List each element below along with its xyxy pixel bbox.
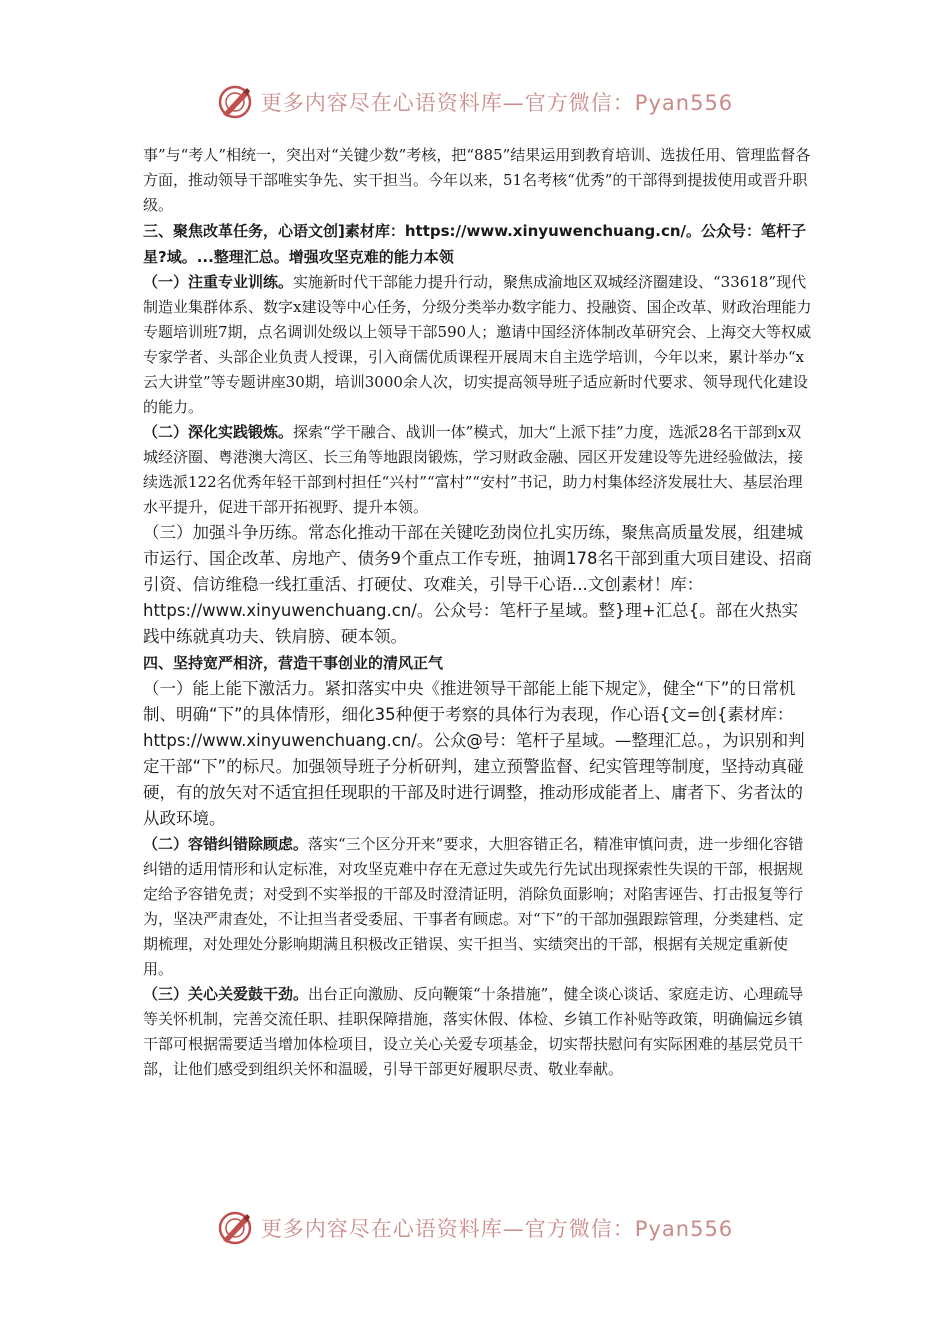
paragraph-text: 落实“三个区分开来”要求，大胆容错正名，精准审慎问责，进一步细化容错纠错的适用情形和认定标准，对攻坚克难中存在无意过失或先行先试出现探索性失误的干部，根据规定给予容错免责；对受到不实举报的干部及时澄清证明，消除负面影响；对陷害诬告、打击报复等行为，坚决严肃查处，不让担当者受委屈、干事者有顾虑。对“下”的干部加强跟踪管理，分类建档、定期梳理，对处理处分影响期满且积极改正错误、实干担当、实绩突出的干部，根据有关规定重新使用。: [143, 835, 804, 978]
pen-logo-icon: [217, 1210, 253, 1246]
pen-logo-icon: [217, 84, 253, 120]
document-body: [143, 143, 813, 1082]
section-heading: 三、聚焦改革任务，心语文创]素材库：https://www.xinyuwenchuang.cn/。公众号：笔杆子星?域。...整理汇总。增强攻坚克难的能力本领: [143, 222, 807, 266]
paragraph: 事”与“考人”相统一，突出对“关键少数”考核，把“885”结果运用到教育培训、选拔任用、管理监督各方面，推动领导干部唯实争先、实干担当。今年以来，51名考核“优秀”的干部得到提拔使用或晋升职级。: [143, 146, 811, 214]
footer-banner: [0, 1208, 950, 1248]
subheading: （三）关心关爱鼓干劲。: [143, 985, 309, 1003]
subheading: （二）容错纠错除顾虑。: [143, 835, 309, 853]
subheading: （二）深化实践锻炼。: [143, 423, 294, 441]
paragraph: （三）加强斗争历练。常态化推动干部在关键吃劲岗位扎实历练，聚焦高质量发展，组建城市运行、国企改革、房地产、债务9个重点工作专班，抽调178名干部到重大项目建设、招商引资、信访维稳一线扛重活、打硬仗、攻难关，引导干心语...文创素材！库：https://www.xinyuwenchuang.cn/。公众号：笔杆子星域。整}理+汇总{。部在火热实践中练就真功夫、铁肩膀、硬本领。: [143, 523, 812, 646]
paragraph-text: 出台正向激励、反向鞭策“十条措施”，健全谈心谈话、家庭走访、心理疏导等关怀机制，完善交流任职、挂职保障措施，落实休假、体检、乡镇工作补贴等政策，明确偏远乡镇干部可根据需要适当增加体检项目，设立关心关爱专项基金，切实帮扶慰问有实际困难的基层党员干部，让他们感受到组织关怀和温暖，引导干部更好履职尽责、敬业奉献。: [143, 985, 804, 1078]
banner-text: 更多内容尽在心语资料库—官方微信：Pyan556: [260, 91, 734, 115]
paragraph: [143, 270, 813, 420]
paragraph: [143, 420, 813, 520]
paragraph: （一）能上能下激活力。紧扣落实中央《推进领导干部能上能下规定》，健全“下”的日常机制、明确“下”的具体情形，细化35种便于考察的具体行为表现，作心语{文=创{素材库：https://www.xinyuwenchuang.cn/。公众@号：笔杆子星域。—整理汇总。，为识别和判定干部“下”的标尺。加强领导班子分析研判，建立预警监督、纪实管理等制度，坚持动真碰硬，有的放矢对不适宜担任现职的干部及时进行调整，推动形成能者上、庸者下、劣者汰的从政环境。: [143, 679, 805, 828]
paragraph-text: 实施新时代干部能力提升行动，聚焦成渝地区双城经济圈建设、“33618”现代制造业集群体系、数字x建设等中心任务，分级分类举办数字能力、投融资、国企改革、财政治理能力专题培训班7期，点名调训处级以上领导干部590人；邀请中国经济体制改革研究会、上海交大等权威专家学者、头部企业负责人授课，引入商儒优质课程开展周末自主选学培训，今年以来，累计举办“x云大讲堂”等专题讲座30期，培训3000余人次，切实提高领导班子适应新时代要求、领导现代化建设的能力。: [143, 273, 812, 416]
banner-text: 更多内容尽在心语资料库—官方微信：Pyan556: [260, 1217, 734, 1241]
section-heading: 四、坚持宽严相济，营造干事创业的清风正气: [143, 654, 444, 672]
subheading: （一）注重专业训练。: [143, 273, 294, 291]
paragraph: [143, 832, 813, 982]
paragraph: [143, 982, 813, 1082]
paragraph-text: 探索“学干融合、战训一体”模式，加大“上派下挂”力度，选派28名干部到x双城经济圈、粤港澳大湾区、长三角等地跟岗锻炼，学习财政金融、园区开发建设等先进经验做法，接续选派122名优秀年轻干部到村担任“兴村”“富村”“安村”书记，助力村集体经济发展壮大、基层治理水平提升，促进干部开拓视野、提升本领。: [143, 423, 804, 516]
header-banner: [0, 82, 950, 122]
